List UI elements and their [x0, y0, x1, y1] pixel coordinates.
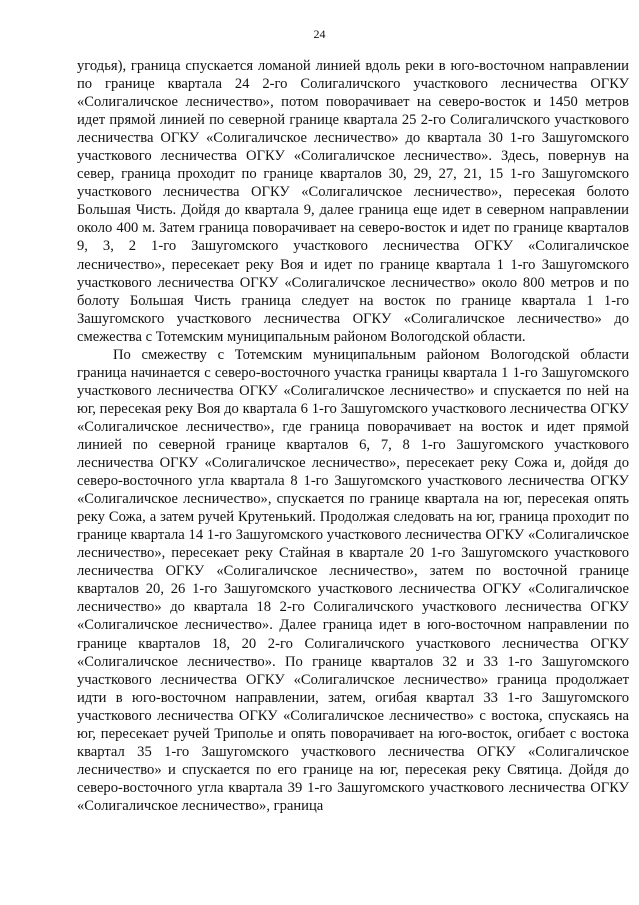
document-body: [77, 57, 629, 815]
page-number: 24: [313, 27, 326, 41]
paragraph-1: угодья), граница спускается ломаной линией вдоль реки в юго-восточном направлении по границе квартала 24 2-го Солигаличского участкового лесничества ОГКУ «Солигаличское лесничество», потом поворачивает на северо-восток и 1450 метров идет прямой линией по северной границе квартала 25 2-го Солигаличского участкового лесничества ОГКУ «Солигаличское лесничество» до квартала 30 1-го Зашугомского участкового лесничества ОГКУ «Солигаличское лесничество». Здесь, повернув на север, граница проходит по границе кварталов 30, 29, 27, 21, 15 1-го Зашугомского участкового лесничества ОГКУ «Солигаличское лесничество», пересекая болото Большая Чисть. Дойдя до квартала 9, далее граница еще идет в северном направлении около 400 м. Затем граница поворачивает на северо-восток и идет по границе кварталов 9, 3, 2 1-го Зашугомского участкового лесничества ОГКУ «Солигаличское лесничество», пересекает реку Воя и идет по границе квартала 1 1-го Зашугомского участкового лесничества ОГКУ «Солигаличское лесничество» около 800 метров и по болоту Большая Чисть граница следует на восток по границе квартала 1 1-го Зашугомского участкового лесничества ОГКУ «Солигаличское лесничество» до смежества с Тотемским муниципальным районом Вологодской области.: [77, 58, 629, 345]
paragraph-2: По смежеству с Тотемским муниципальным районом Вологодской области граница начинается с северо-восточного участка границы квартала 1 1-го Зашугомского участкового лесничества ОГКУ «Солигаличское лесничество» и спускается по ней на юг, пересекая реку Воя до квартала 6 1-го Зашугомского участкового лесничества ОГКУ «Солигаличское лесничество», где граница поворачивает на восток и идет прямой линией по северной границе кварталов 6, 7, 8 1-го Зашугомского участкового лесничества ОГКУ «Солигаличское лесничество», пересекает реку Сожа и, дойдя до северо-восточного угла квартала 8 1-го Зашугомского участкового лесничества ОГКУ «Солигаличское лесничество», спускается по границе квартала на юг, пересекая опять реку Сожа, а затем ручей Крутенький. Продолжая следовать на юг, граница проходит по границе квартала 14 1-го Зашугомского участкового лесничества ОГКУ «Солигаличское лесничество», пересекает реку Стайная в квартале 20 1-го Зашугомского участкового лесничества ОГКУ «Солигаличское лесничество», затем по восточной границе кварталов 20, 26 1-го Зашугомского участкового лесничества ОГКУ «Солигаличское лесничество» до квартала 18 2-го Солигаличского участкового лесничества ОГКУ «Солигаличское лесничество». Далее граница идет в юго-восточном направлении по границе кварталов 18, 20 2-го Солигаличского участкового лесничества ОГКУ «Солигаличское лесничество». По границе кварталов 32 и 33 1-го Зашугомского участкового лесничества ОГКУ «Солигаличское лесничество» граница продолжает идти в юго-восточном направлении, затем, огибая квартал 33 1-го Зашугомского участкового лесничества ОГКУ «Солигаличское лесничество» с востока, спускаясь на юг, пересекает ручей Триполье и опять поворачивает на юго-восток, огибает с востока квартал 35 1-го Зашугомского участкового лесничества ОГКУ «Солигаличское лесничество» и спускается по его границе на юг, пересекая реку Святица. Дойдя до северо-восточного угла квартала 39 1-го Зашугомского участкового лесничества ОГКУ «Солигаличское лесничество», граница: [77, 346, 629, 814]
